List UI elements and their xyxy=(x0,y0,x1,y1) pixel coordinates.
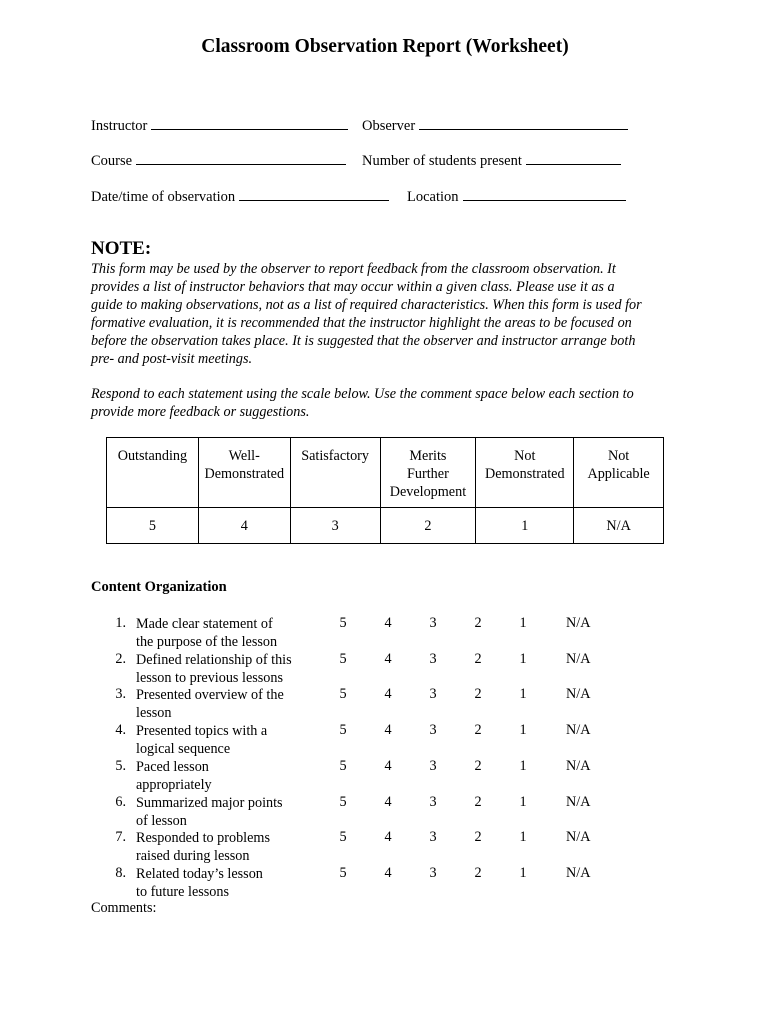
rating-option[interactable]: 4 xyxy=(384,686,392,703)
rating-option[interactable]: 1 xyxy=(519,793,527,810)
item-number: 8. xyxy=(115,864,126,881)
respond-instructions xyxy=(91,385,634,421)
note-heading: NOTE: xyxy=(91,238,152,259)
item-number: 4. xyxy=(115,722,126,739)
rating-option[interactable]: 5 xyxy=(339,650,347,667)
rating-option[interactable]: 1 xyxy=(519,757,527,774)
comments-label: Comments: xyxy=(91,900,157,916)
course-field[interactable] xyxy=(91,150,346,170)
rating-option[interactable]: 1 xyxy=(519,615,527,631)
scale-value-cell: 3 xyxy=(290,508,380,544)
scale-header-cell: Not Demonstrated xyxy=(476,438,574,508)
rating-option-na[interactable]: N/A xyxy=(566,722,591,739)
rating-option[interactable]: 5 xyxy=(339,864,347,881)
rating-option[interactable]: 1 xyxy=(519,650,527,667)
item-statement-line: appropriately xyxy=(136,776,212,793)
rating-option[interactable]: 2 xyxy=(474,615,482,631)
rating-scale-table xyxy=(106,437,664,544)
item-statement-line: Defined relationship of this xyxy=(136,651,292,668)
rating-option[interactable]: 3 xyxy=(429,829,437,846)
rating-option[interactable]: 3 xyxy=(429,793,437,810)
item-number: 1. xyxy=(115,615,126,631)
observer-field[interactable] xyxy=(362,115,628,135)
scale-value-cell: 2 xyxy=(380,508,476,544)
location-label: Location xyxy=(407,189,459,205)
rating-option[interactable]: 2 xyxy=(474,722,482,739)
item-statement-line: lesson xyxy=(136,705,172,722)
item-statement-line: Related today’s lesson xyxy=(136,865,263,882)
rating-option[interactable]: 5 xyxy=(339,829,347,846)
item-number: 6. xyxy=(115,793,126,810)
location-line[interactable] xyxy=(463,186,626,201)
course-label: Course xyxy=(91,153,133,169)
rating-option[interactable]: 2 xyxy=(474,686,482,703)
rating-option[interactable]: 1 xyxy=(519,864,527,881)
item-statement-line: Made clear statement of xyxy=(136,616,273,632)
note-line: provides a list of instructor behaviors that may occur within a given class. Please use it as a xyxy=(91,279,615,295)
item-statement-line: to future lessons xyxy=(136,883,229,900)
datetime-label: Date/time of observation xyxy=(91,189,236,205)
course-line[interactable] xyxy=(136,150,346,165)
scale-value-cell: 4 xyxy=(198,508,290,544)
note-line: before the observation takes place. It is suggested that the observer and instructor arrange both xyxy=(91,333,636,349)
item-statement-line: of lesson xyxy=(136,812,187,829)
rating-option[interactable]: 5 xyxy=(339,722,347,739)
scale-header-cell: Well- Demonstrated xyxy=(198,438,290,508)
rating-option[interactable]: 4 xyxy=(384,615,392,631)
item-statement-line: the purpose of the lesson xyxy=(136,634,278,650)
students-label: Number of students present xyxy=(362,153,522,169)
item-statement-line: Responded to problems xyxy=(136,830,270,847)
scale-header-cell: Satisfactory xyxy=(290,438,380,508)
item-statement-line: raised during lesson xyxy=(136,848,250,865)
rating-option[interactable]: 5 xyxy=(339,615,347,631)
students-field[interactable] xyxy=(362,150,621,170)
note-line: formative evaluation, it is recommended that the instructor highlight the areas to be focused on xyxy=(91,315,632,331)
rating-option[interactable]: 1 xyxy=(519,686,527,703)
rating-option-na[interactable]: N/A xyxy=(566,793,591,810)
note-text xyxy=(91,260,642,368)
item-statement-line: lesson to previous lessons xyxy=(136,669,283,686)
rating-option[interactable]: 1 xyxy=(519,722,527,739)
note-line: guide to making observations, not as a list of required characteristics. When this form is used for xyxy=(91,297,642,313)
respond-line: provide more feedback or suggestions. xyxy=(91,404,310,420)
scale-value-cell: N/A xyxy=(574,508,664,544)
location-field[interactable] xyxy=(407,186,626,206)
scale-header-cell: Merits Further Development xyxy=(380,438,476,508)
rating-option[interactable]: 2 xyxy=(474,829,482,846)
scale-value-row xyxy=(107,508,664,544)
scale-header-cell: Outstanding xyxy=(107,438,199,508)
section-heading: Content Organization xyxy=(91,579,227,595)
rating-option-na[interactable]: N/A xyxy=(566,650,591,667)
scale-value-cell: 1 xyxy=(476,508,574,544)
item-statement-line: Summarized major points xyxy=(136,794,283,811)
rating-option[interactable]: 2 xyxy=(474,650,482,667)
item-statement-line: Paced lesson xyxy=(136,758,209,775)
rating-option[interactable]: 5 xyxy=(339,793,347,810)
item-statement-line: Presented overview of the xyxy=(136,687,284,704)
item-statement-line: Presented topics with a xyxy=(136,723,268,740)
rating-option[interactable]: 2 xyxy=(474,757,482,774)
rating-option[interactable]: 5 xyxy=(339,686,347,703)
item-statement xyxy=(136,794,311,830)
item-statement xyxy=(136,615,311,651)
rating-option[interactable]: 3 xyxy=(429,650,437,667)
item-statement xyxy=(136,829,311,865)
scale-header-cell: Not Applicable xyxy=(574,438,664,508)
item-statement xyxy=(136,865,311,901)
rating-option[interactable]: 4 xyxy=(384,829,392,846)
item-statement xyxy=(136,758,311,794)
note-line: This form may be used by the observer to report feedback from the classroom observation. It xyxy=(91,261,616,277)
rating-option[interactable]: 3 xyxy=(429,615,437,631)
item-number: 5. xyxy=(115,757,126,774)
rating-option-na[interactable]: N/A xyxy=(566,615,591,631)
rating-option[interactable]: 5 xyxy=(339,757,347,774)
instructor-line[interactable] xyxy=(151,115,348,130)
rating-option-na[interactable]: N/A xyxy=(566,757,591,774)
students-line[interactable] xyxy=(526,150,621,165)
scale-header-row xyxy=(107,438,664,508)
rating-option[interactable]: 3 xyxy=(429,722,437,739)
note-line: pre- and post-visit meetings. xyxy=(91,351,253,367)
item-statement xyxy=(136,686,311,722)
rating-option[interactable]: 3 xyxy=(429,864,437,881)
rating-option[interactable]: 4 xyxy=(384,757,392,774)
rating-option[interactable]: 1 xyxy=(519,829,527,846)
rating-option[interactable]: 3 xyxy=(429,686,437,703)
scale-value-cell: 5 xyxy=(107,508,199,544)
item-statement xyxy=(136,651,311,687)
rating-option-na[interactable]: N/A xyxy=(566,686,591,703)
rating-option[interactable]: 3 xyxy=(429,757,437,774)
observer-label: Observer xyxy=(362,118,416,134)
instructor-label: Instructor xyxy=(91,118,148,134)
rating-option[interactable]: 4 xyxy=(384,793,392,810)
item-number: 7. xyxy=(115,829,126,846)
rating-option[interactable]: 2 xyxy=(474,864,482,881)
rating-option-na[interactable]: N/A xyxy=(566,864,591,881)
rating-option[interactable]: 2 xyxy=(474,793,482,810)
item-number: 2. xyxy=(115,650,126,667)
rating-option-na[interactable]: N/A xyxy=(566,829,591,846)
rating-option[interactable]: 4 xyxy=(384,722,392,739)
item-number: 3. xyxy=(115,686,126,703)
rating-option[interactable]: 4 xyxy=(384,650,392,667)
instructor-field[interactable] xyxy=(91,115,348,135)
item-statement xyxy=(136,722,311,758)
datetime-field[interactable] xyxy=(91,186,389,206)
item-statement-line: logical sequence xyxy=(136,741,231,758)
datetime-line[interactable] xyxy=(239,186,389,201)
observer-line[interactable] xyxy=(419,115,628,130)
respond-line: Respond to each statement using the scale below. Use the comment space below each section to xyxy=(91,386,634,402)
page-title: Classroom Observation Report (Worksheet) xyxy=(201,36,569,57)
rating-option[interactable]: 4 xyxy=(384,864,392,881)
